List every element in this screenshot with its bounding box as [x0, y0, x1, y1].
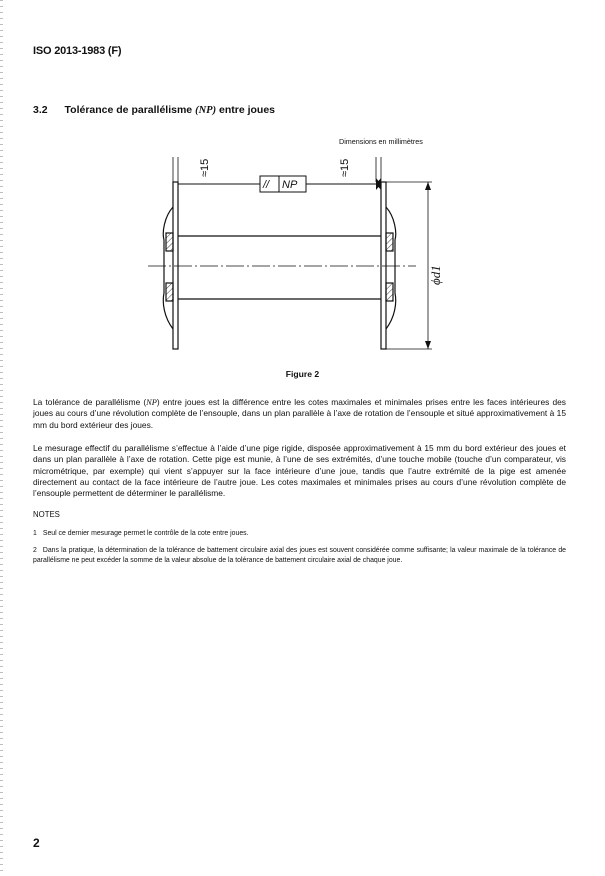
scan-edge: [0, 0, 3, 876]
document-reference: ISO 2013-1983 (F): [33, 45, 122, 57]
section-title-symbol: (NP): [195, 105, 217, 116]
note-text: Dans la pratique, la détermination de la tolérance de battement circulaire axial des joues est souvent considérée comme suffisante; la valeur maximale de la tolérance de parallélisme ne peut excéder la somme de la valeur absolue de la tolérance de battement circulaire axial de chaque joue.: [33, 547, 566, 564]
section-title-suffix: entre joues: [219, 104, 276, 116]
section-title-text: Tolérance de parallélisme: [64, 104, 193, 116]
notes-title: NOTES: [33, 510, 60, 519]
note-number: 2: [33, 547, 37, 554]
barrel: [178, 236, 381, 299]
note-item: [33, 529, 566, 539]
section-number: 3.2: [33, 104, 48, 116]
tolerance-ref: NP: [282, 179, 298, 191]
spool-drawing: [140, 145, 450, 360]
note-number: 1: [33, 530, 37, 537]
page-number: 2: [33, 836, 40, 850]
dim-left-label: ≈15: [199, 158, 211, 177]
dimensions-note: Dimensions en millimètres: [339, 137, 423, 146]
paragraph-measurement: Le mesurage effectif du parallélisme s’effectue à l’aide d’une pige rigide, disposée approximativement à 15 mm du bord extérieur des joues et dans un plan parallèle à l’axe de rotation. Cette pige est munie, à l’une de ses extrémités, d’une touche mobile (touche d’un comparateur, vis micrométrique, par exemple) qui vient s’appuyer sur la face intérieure d’une joue, tandis que l’autre extrémité de la pige est amenée directement au contact de la face intérieure de l’autre joue. Les cotes maximales et minimales prises au cours d’une révolution complète de l’ensouple permettent de déterminer le parallélisme.: [33, 443, 566, 499]
note-item: [33, 546, 566, 566]
p1-after: ) entre joues est la différence entre les cotes maximales et minimales prises entre les faces intérieures des joues au cours d’une révolution complète de l’ensouple, dans un plan parallèle à l’axe de rotation de l’ensouple et situé approximativement à 15 mm du bord extérieur des joues.: [33, 397, 566, 430]
tolerance-symbol: //: [263, 179, 270, 191]
note-text: Seul ce dernier mesurage permet le contrôle de la cote entre joues.: [42, 530, 249, 537]
left-flange: [163, 182, 178, 349]
p1-symbol: NP: [146, 398, 157, 407]
diameter-label: ϕd1: [428, 265, 443, 285]
p1-before: La tolérance de parallélisme (: [33, 397, 147, 407]
right-flange: [381, 182, 396, 349]
paragraph-definition: [33, 397, 566, 431]
dim-right-label: ≈15: [339, 158, 351, 177]
figure-caption: Figure 2: [285, 369, 320, 379]
section-heading: [33, 104, 275, 116]
diameter-dimension: [386, 182, 432, 349]
